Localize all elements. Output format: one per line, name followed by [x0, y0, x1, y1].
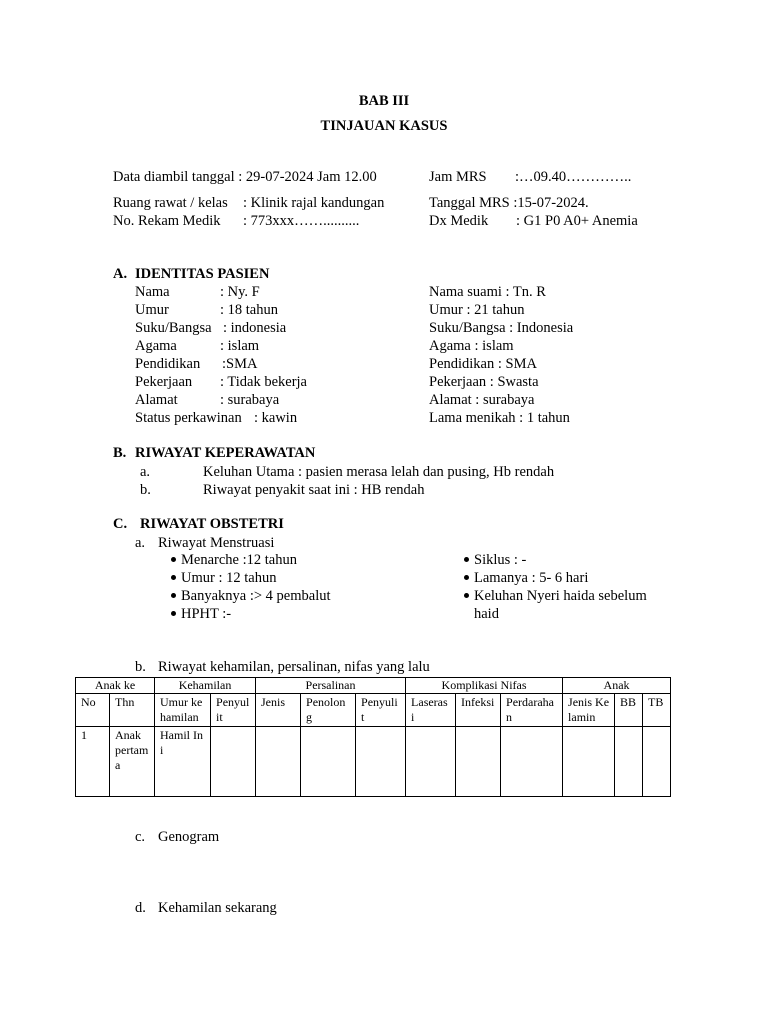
table-cell	[301, 727, 356, 797]
history-title: Riwayat kehamilan, persalinan, nifas yang lalu	[158, 659, 430, 675]
husband-education: Pendidikan : SMA	[429, 356, 537, 372]
patient-name-value: : Ny. F	[220, 284, 260, 300]
column-header: Penyulit	[356, 694, 406, 727]
group-header: Anak ke	[76, 678, 155, 694]
patient-ethnicity-label: Suku/Bangsa	[135, 320, 212, 336]
duration: Lamanya : 5- 6 hari	[474, 570, 589, 586]
group-header: Komplikasi Nifas	[406, 678, 563, 694]
menstruation-age: Umur : 12 tahun	[181, 570, 277, 586]
table-cell	[643, 727, 671, 797]
husband-occupation: Pekerjaan : Swasta	[429, 374, 539, 390]
patient-marital-label: Status perkawinan	[135, 410, 242, 426]
section-b-letter: B.	[113, 445, 127, 461]
patient-address-value: : surabaya	[220, 392, 280, 408]
page-title: TINJAUAN KASUS	[320, 118, 448, 134]
section-b-heading: RIWAYAT KEPERAWATAN	[135, 445, 316, 461]
history-letter: b.	[135, 659, 146, 675]
table-cell	[615, 727, 643, 797]
section-c-heading: RIWAYAT OBSTETRI	[140, 516, 284, 532]
ward-value: : Klinik rajal kandungan	[243, 195, 385, 211]
husband-age: Umur : 21 tahun	[429, 302, 525, 318]
cycle: Siklus : -	[474, 552, 527, 568]
patient-occupation-value: : Tidak bekerja	[220, 374, 307, 390]
medical-record-label: No. Rekam Medik	[113, 213, 221, 229]
section-c-letter: C.	[113, 516, 128, 532]
genogram-title: Genogram	[158, 829, 220, 845]
table-cell: 1	[76, 727, 110, 797]
current-illness: Riwayat penyakit saat ini : HB rendah	[203, 482, 425, 498]
patient-religion-value: : islam	[220, 338, 260, 354]
bullet-icon	[171, 593, 176, 598]
column-header: Penolong	[301, 694, 356, 727]
current-pregnancy-letter: d.	[135, 900, 146, 916]
patient-name-label: Nama	[135, 284, 170, 300]
main-complaint: Keluhan Utama : pasien merasa lelah dan pusing, Hb rendah	[203, 464, 555, 480]
section-a-letter: A.	[113, 266, 128, 282]
patient-education-label: Pendidikan	[135, 356, 201, 372]
table-row	[76, 727, 671, 797]
column-header: Jenis Kelamin	[563, 694, 615, 727]
data-taken-date: Data diambil tanggal : 29-07-2024 Jam 12.00	[113, 169, 377, 185]
column-header: No	[76, 694, 110, 727]
group-header: Kehamilan	[155, 678, 256, 694]
bullet-icon	[464, 557, 469, 562]
hpht: HPHT :-	[181, 606, 232, 622]
table-cell: Anak pertama	[110, 727, 155, 797]
illness-letter: b.	[140, 482, 151, 498]
ward-label: Ruang rawat / kelas	[113, 195, 228, 211]
husband-religion: Agama : islam	[429, 338, 514, 354]
husband-ethnicity: Suku/Bangsa : Indonesia	[429, 320, 574, 336]
diagnosis-value: : G1 P0 A0+ Anemia	[516, 213, 638, 229]
menarche: Menarche :12 tahun	[181, 552, 297, 568]
table-cell	[501, 727, 563, 797]
menstruation-amount: Banyaknya :> 4 pembalut	[181, 588, 331, 604]
table-cell	[456, 727, 501, 797]
jam-mrs-value: :…09.40…………..	[515, 169, 632, 185]
table-cell	[406, 727, 456, 797]
patient-marital-value: : kawin	[254, 410, 298, 426]
column-header: Umur kehamilan	[155, 694, 211, 727]
patient-ethnicity-value: : indonesia	[223, 320, 287, 336]
patient-age-label: Umur	[135, 302, 169, 318]
diagnosis-label: Dx Medik	[429, 213, 489, 229]
bullet-icon	[464, 593, 469, 598]
table-cell	[211, 727, 256, 797]
pain-complaint: Keluhan Nyeri haida sebelum	[474, 588, 647, 604]
column-header: Laserasi	[406, 694, 456, 727]
current-pregnancy-title: Kehamilan sekarang	[158, 900, 277, 916]
column-header: TB	[643, 694, 671, 727]
bullet-icon	[171, 557, 176, 562]
column-header: Perdarahan	[501, 694, 563, 727]
column-header: BB	[615, 694, 643, 727]
husband-address: Alamat : surabaya	[429, 392, 535, 408]
table-cell	[356, 727, 406, 797]
complaint-letter: a.	[140, 464, 151, 480]
chapter-label: BAB III	[358, 93, 410, 109]
table-cell: Hamil Ini	[155, 727, 211, 797]
patient-address-label: Alamat	[135, 392, 178, 408]
obstetric-history-table	[75, 677, 671, 797]
column-header: Thn	[110, 694, 155, 727]
patient-religion-label: Agama	[135, 338, 177, 354]
marriage-duration: Lama menikah : 1 tahun	[429, 410, 570, 426]
patient-age-value: : 18 tahun	[220, 302, 278, 318]
menstruation-title: Riwayat Menstruasi	[158, 535, 275, 551]
column-header: Infeksi	[456, 694, 501, 727]
medical-record-value: : 773xxx……..........	[243, 213, 360, 229]
admission-date: Tanggal MRS :15-07-2024.	[429, 195, 589, 211]
bullet-icon	[171, 575, 176, 580]
table-cell	[563, 727, 615, 797]
patient-education-value: :SMA	[222, 356, 258, 372]
genogram-letter: c.	[135, 829, 146, 845]
column-header: Jenis	[256, 694, 301, 727]
pain-complaint-continued: haid	[474, 606, 499, 622]
patient-occupation-label: Pekerjaan	[135, 374, 193, 390]
husband-name: Nama suami : Tn. R	[429, 284, 546, 300]
section-a-heading: IDENTITAS PASIEN	[135, 266, 270, 282]
bullet-icon	[171, 611, 176, 616]
group-header: Persalinan	[256, 678, 406, 694]
table-cell	[256, 727, 301, 797]
menstruation-letter: a.	[135, 535, 146, 551]
bullet-icon	[464, 575, 469, 580]
group-header: Anak	[563, 678, 671, 694]
jam-mrs-label: Jam MRS	[429, 169, 487, 185]
column-header: Penyulit	[211, 694, 256, 727]
